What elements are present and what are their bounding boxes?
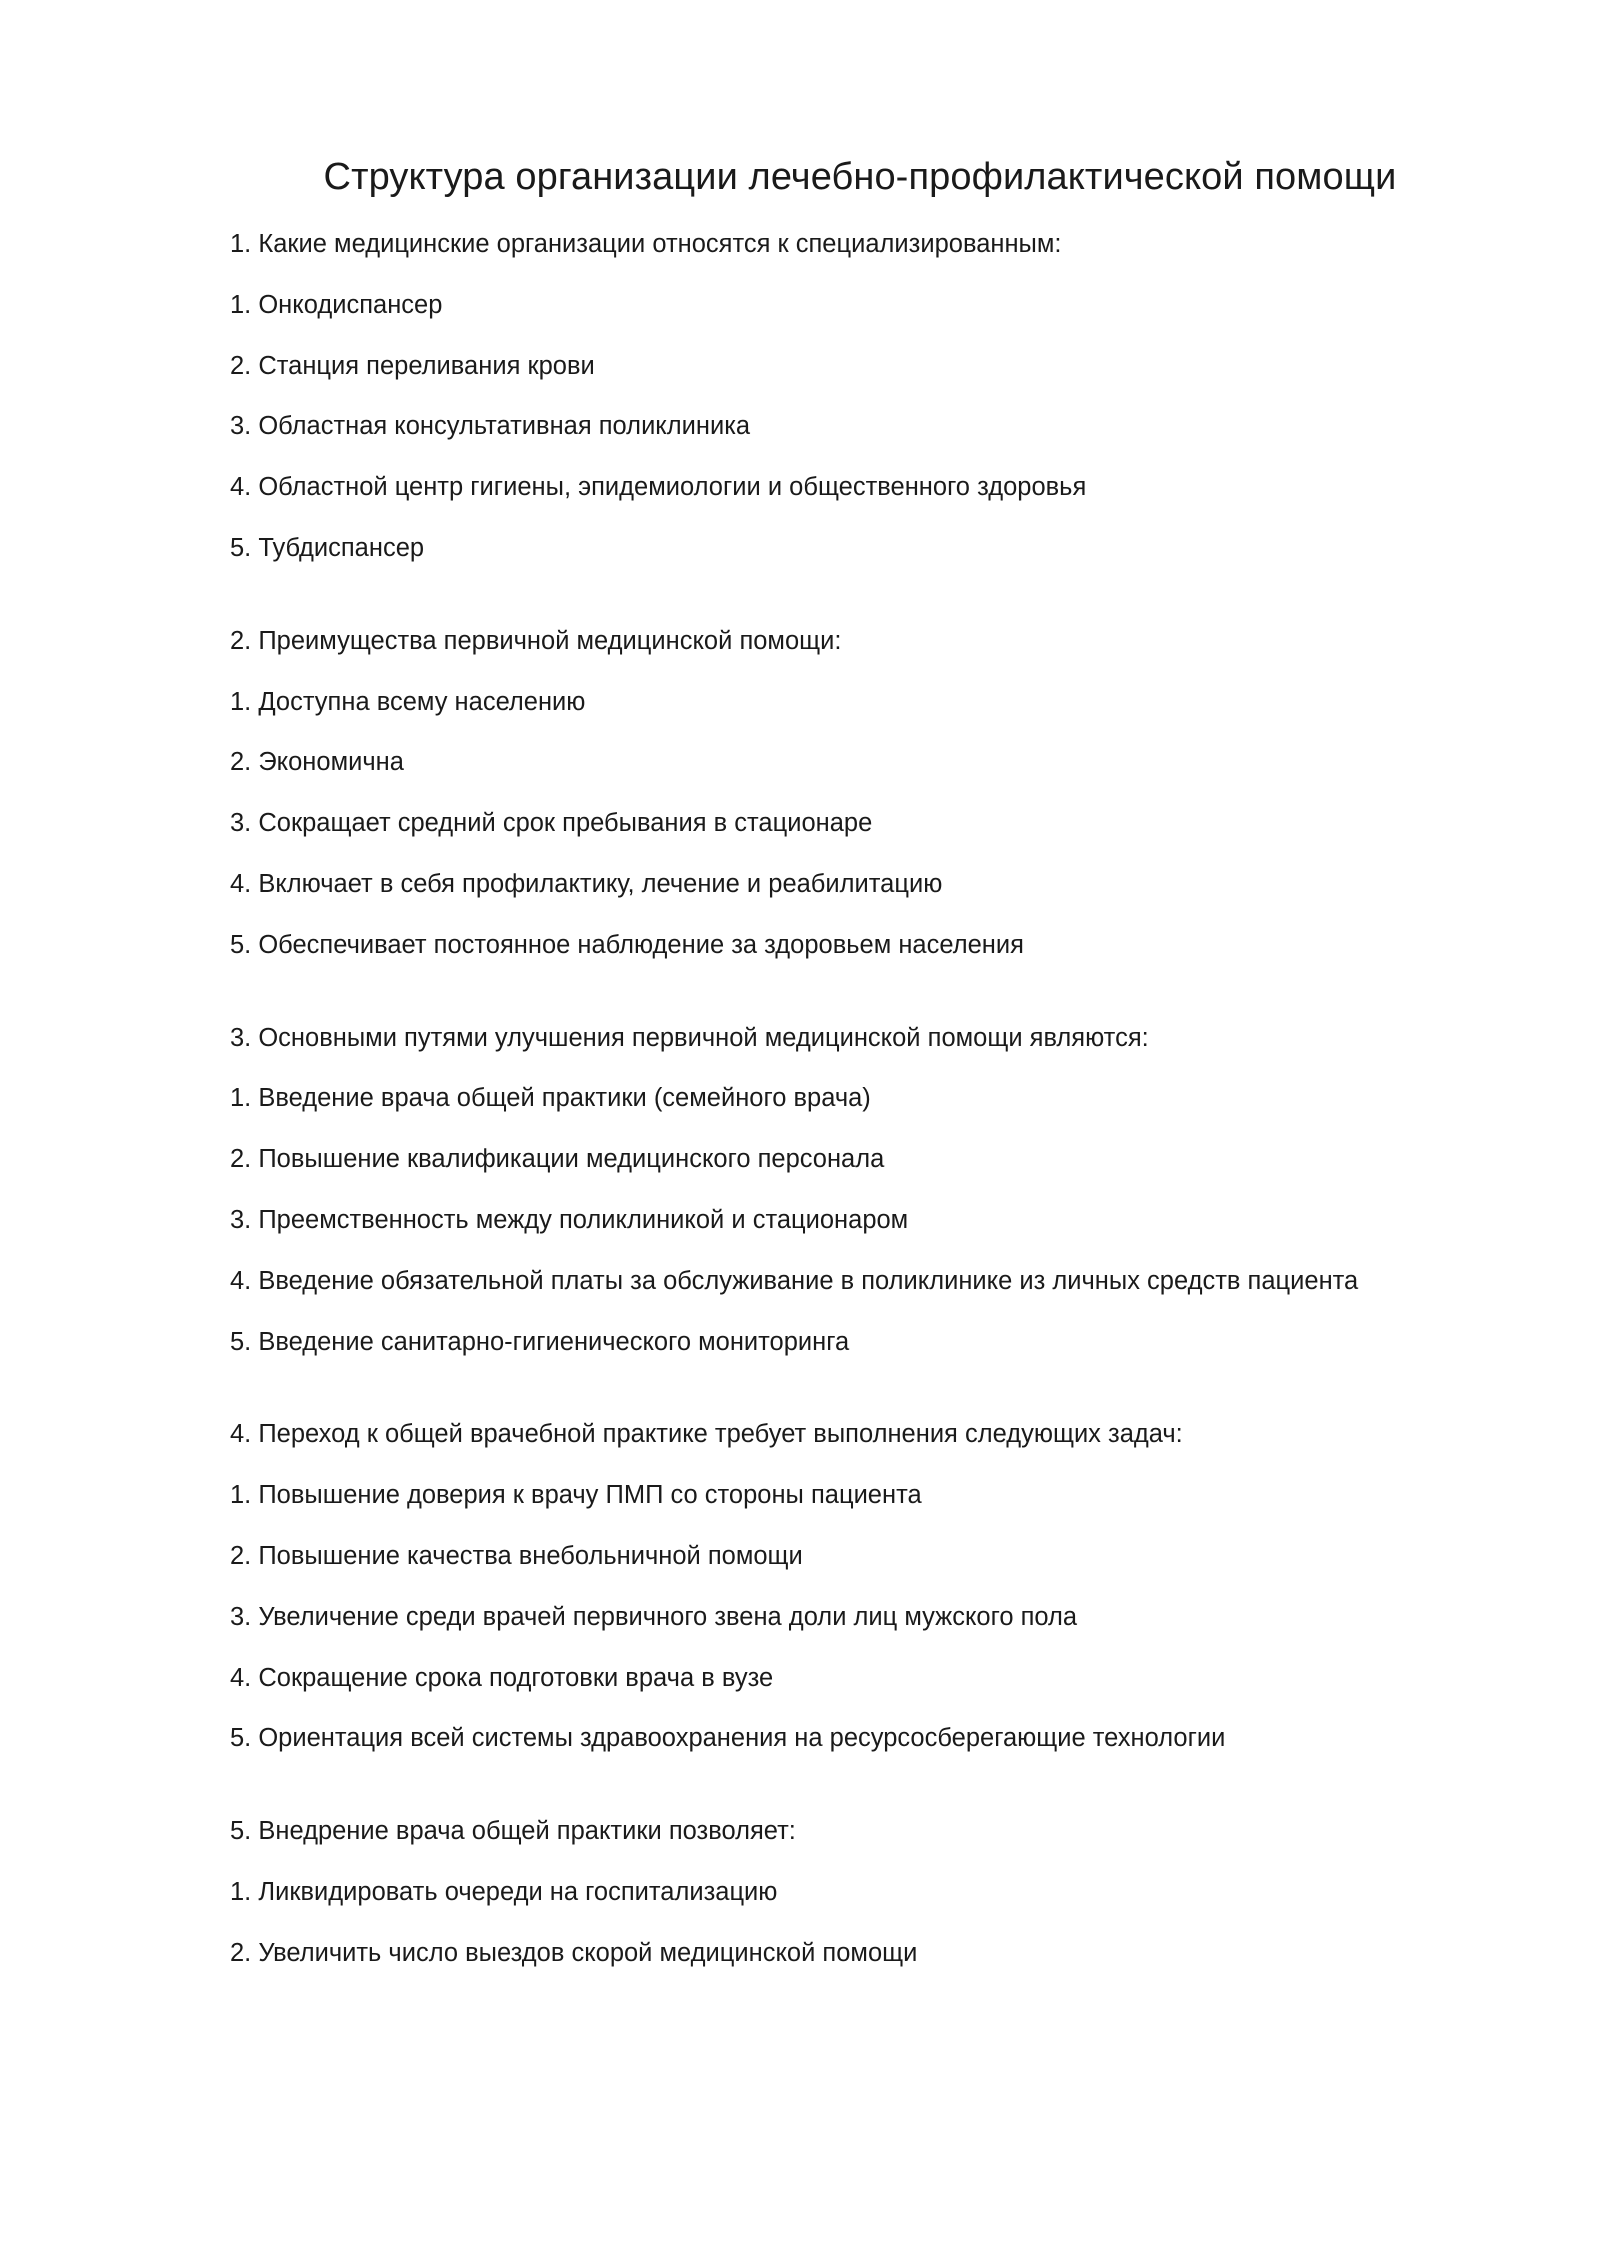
- answer-option: 2. Увеличить число выездов скорой медицинской помощи: [230, 1938, 918, 1967]
- question-prompt: 1. Какие медицинские организации относятся к специализированным:: [230, 230, 1062, 258]
- answer-option: 2. Повышение качества внебольничной помощи: [230, 1541, 803, 1570]
- questions-list: [230, 228, 1560, 1998]
- answer-option: 4. Областной центр гигиены, эпидемиологии и общественного здоровья: [230, 473, 1087, 502]
- answer-option: 1. Ликвидировать очереди на госпитализацию: [230, 1877, 778, 1906]
- question-prompt: 5. Внедрение врача общей практики позволяет:: [230, 1817, 796, 1846]
- answer-option: 1. Повышение доверия к врачу ПМП со стороны пациента: [230, 1481, 922, 1510]
- question-3: [230, 1022, 1560, 1358]
- answer-option: 3. Преемственность между поликлиникой и стационаром: [230, 1205, 909, 1234]
- answer-option: 4. Включает в себя профилактику, лечение и реабилитацию: [230, 869, 943, 898]
- question-2: [230, 625, 1560, 961]
- answer-option: 4. Сокращение срока подготовки врача в вузе: [230, 1663, 774, 1692]
- question-1: [230, 228, 1560, 564]
- question-5: [230, 1815, 1560, 1969]
- answer-option: 2. Экономична: [230, 748, 404, 777]
- answer-option: 5. Введение санитарно-гигиенического мониторинга: [230, 1327, 850, 1356]
- answer-option: 3. Областная консультативная поликлиника: [230, 412, 751, 441]
- question-4: [230, 1418, 1560, 1754]
- answer-option: 5. Тубдиспансер: [230, 533, 425, 562]
- answer-option: 1. Доступна всему населению: [230, 687, 586, 716]
- question-prompt: 2. Преимущества первичной медицинской помощи:: [230, 626, 842, 655]
- answer-option: 3. Увеличение среди врачей первичного звена доли лиц мужского пола: [230, 1602, 1078, 1631]
- answer-option: 3. Сокращает средний срок пребывания в стационаре: [230, 809, 873, 838]
- question-prompt: 3. Основными путями улучшения первичной медицинской помощи являются:: [230, 1023, 1149, 1052]
- answer-option: 2. Повышение квалификации медицинского персонала: [230, 1145, 885, 1174]
- document-title: Структура организации лечебно-профилактической помощи: [323, 156, 1397, 198]
- answer-option: 1. Введение врача общей практики (семейного врача): [230, 1084, 871, 1113]
- answer-option: 4. Введение обязательной платы за обслуживание в поликлинике из личных средств пациента: [230, 1266, 1359, 1295]
- answer-option: 5. Ориентация всей системы здравоохранения на ресурсосберегающие технологии: [230, 1724, 1226, 1753]
- answer-option: 1. Онкодиспансер: [230, 290, 443, 319]
- answer-option: 5. Обеспечивает постоянное наблюдение за здоровьем населения: [230, 930, 1024, 959]
- question-prompt: 4. Переход к общей врачебной практике требует выполнения следующих задач:: [230, 1420, 1183, 1449]
- answer-option: 2. Станция переливания крови: [230, 351, 595, 380]
